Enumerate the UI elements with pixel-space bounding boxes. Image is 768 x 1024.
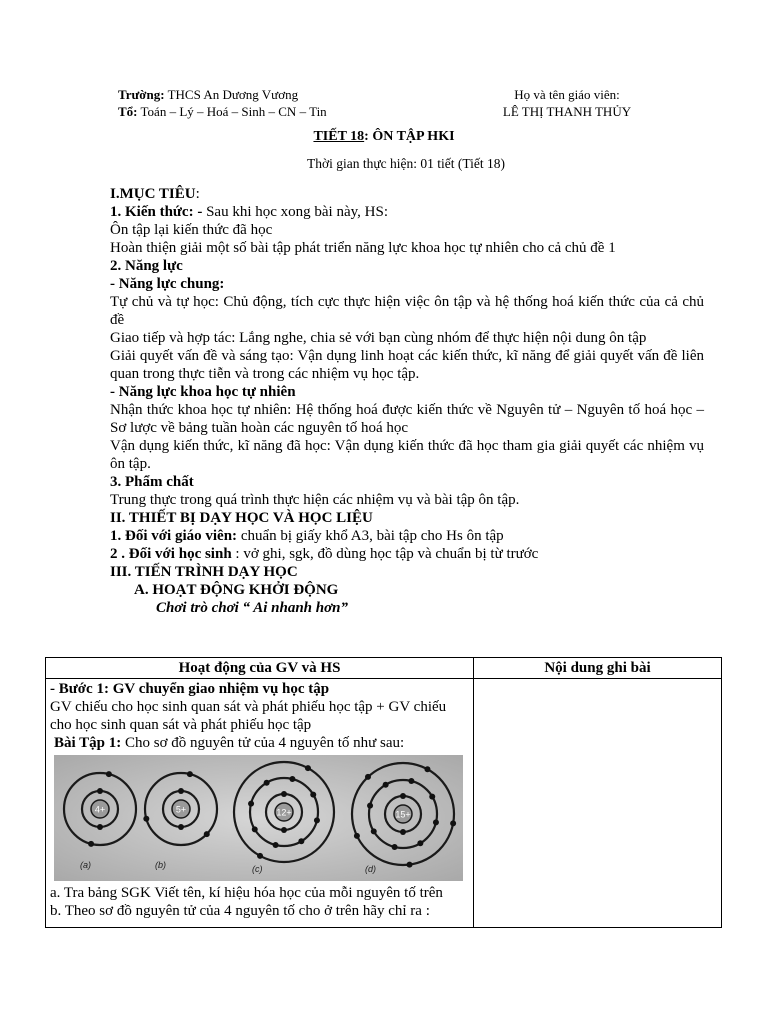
activity-table [45,657,722,928]
quality-1: Trung thực trong quá trình thực hiện các nhiệm vụ và bài tập ôn tập. [110,492,520,508]
teacher-prep-text: chuẩn bị giấy khổ A3, bài tập cho Hs ôn tập [237,528,504,544]
electron-dot [178,788,184,794]
electron-dot [281,791,287,797]
electron-dot [273,842,279,848]
quality-heading: 3. Phẩm chất [110,474,194,490]
nucleus-charge-label: 12+ [276,807,292,818]
electron-dot [310,792,316,798]
table-header-row [46,658,722,679]
header-left [118,86,327,120]
nucleus-charge-label: 4+ [94,804,106,815]
school-label: Trường: [118,87,165,102]
electron-dot [257,853,263,859]
electron-dot [204,831,210,837]
electron-dot [365,774,371,780]
electron-dot [97,824,103,830]
atom-caption: (b) [155,860,166,870]
electron-dot [281,827,287,833]
atom-diagrams-image [54,755,463,881]
knowledge-line-2: Hoàn thiện giải một số bài tập phát triển năng lực khoa học tự nhiên cho cả chủ đề 1 [110,240,616,256]
electron-dot [429,794,435,800]
lesson-number: TIẾT 18 [313,129,365,144]
section-process-heading: III. TIẾN TRÌNH DẠY HỌC [110,564,298,580]
electron-dot [407,862,413,868]
table-header-activity: Hoạt động của GV và HS [46,658,474,679]
electron-dot [88,841,94,847]
exercise-1-text: Cho sơ đồ nguyên tử của 4 nguyên tố như sau: [121,735,405,751]
electron-dot [289,776,295,782]
electron-dot [450,820,456,826]
electron-dot [424,766,430,772]
teacher-name: LÊ THỊ THANH THỦY [502,104,632,119]
school-name: THCS An Dương Vương [167,87,299,102]
teacher-prep-label: 1. Đối với giáo viên: [110,528,238,544]
electron-dot [252,826,258,832]
science-competency-1: Nhận thức khoa học tự nhiên: Hệ thống hoá được kiến thức về Nguyên tử – Nguyên tố hoá học –Sơ lược về bảng tuần hoàn các nguyên tố hoá học [110,402,704,436]
knowledge-line-1: Ôn tập lại kiến thức đã học [110,222,273,238]
electron-dot [433,819,439,825]
electron-dot [392,844,398,850]
electron-dot [400,793,406,799]
electron-dot [178,824,184,830]
question-a: a. Tra bảng SGK Viết tên, kí hiệu hóa học của mỗi nguyên tố trên [50,885,443,901]
electron-dot [187,771,193,777]
lesson-body [110,185,704,617]
teacher-label: Họ và tên giáo viên: [514,87,620,102]
competency-heading: 2. Năng lực [110,258,183,274]
general-competency-3: Giải quyết vấn đề và sáng tạo: Vận dụng linh hoạt các kiến thức, kĩ năng để giải quyết vấn đề liên quan trong thực tiễn và trong các nhiệm vụ học tập. [110,348,704,382]
electron-dot [264,780,270,786]
atom-caption: (d) [365,864,376,874]
electron-dot [97,788,103,794]
electron-dot [367,803,373,809]
notes-cell [474,679,722,928]
electron-dot [314,817,320,823]
lesson-time: Thời gian thực hiện: 01 tiết (Tiết 18) [306,156,506,171]
general-competency-1: Tự chủ và tự học: Chủ động, tích cực thực hiện việc ôn tập và hệ thống hoá kiến thức của cả chủ đề [110,294,704,328]
electron-dot [371,828,377,834]
section-objectives-heading: I.MỤC TIÊU [110,186,196,202]
atom-caption: (a) [80,860,91,870]
game-title: Chơi trò chơi “ Ai nhanh hơn” [156,600,349,616]
science-competency-2: Vận dụng kiến thức, kĩ năng đã học: Vận dụng kiến thức đã học tham gia giải quyết các nhiệm vụ ôn tập. [110,438,704,472]
heading-colon: : [195,186,200,202]
lesson-title [0,129,768,145]
warmup-heading: A. HOẠT ĐỘNG KHỞI ĐỘNG [134,582,339,598]
question-b: b. Theo sơ đồ nguyên tử của 4 nguyên tố cho ở trên hãy chỉ ra : [50,903,430,919]
atom-caption: (c) [252,864,263,874]
electron-dot [305,765,311,771]
knowledge-text: Sau khi học xong bài này, HS: [202,204,389,220]
header-right [486,86,648,120]
electron-dot [106,771,112,777]
general-competency-2: Giao tiếp và hợp tác: Lắng nghe, chia sẻ với bạn cùng nhóm để thực hiện nội dung ôn tập [110,330,647,346]
electron-dot [408,778,414,784]
lesson-name: : ÔN TẬP HKI [364,129,455,144]
exercise-1-label: Bài Tập 1: [54,735,122,751]
electron-dot [354,833,360,839]
table-row [46,679,722,928]
activity-cell [46,679,474,928]
electron-dot [298,838,304,844]
step-1-heading: - Bước 1: GV chuyển giao nhiệm vụ học tập [50,681,330,697]
general-competency-heading: - Năng lực chung: [110,276,225,292]
electron-dot [143,816,149,822]
electron-dot [400,829,406,835]
group-name: Toán – Lý – Hoá – Sinh – CN – Tin [140,104,327,119]
electron-dot [417,840,423,846]
table-header-notes: Nội dung ghi bài [474,658,722,679]
group-label: Tổ: [118,104,138,119]
electron-dot [383,782,389,788]
science-competency-heading: - Năng lực khoa học tự nhiên [110,384,296,400]
student-prep-label: 2 . Đối với học sinh [110,546,232,562]
electron-dot [248,801,254,807]
student-prep-text: : vở ghi, sgk, đồ dùng học tập và chuẩn bị từ trước [231,546,539,562]
knowledge-label: 1. Kiến thức: - [110,204,203,220]
step-1-text: GV chiếu cho học sinh quan sát và phát phiếu học tập + GV chiếu cho học sinh quan sát và phát phiếu học tập [50,699,447,733]
section-equipment-heading: II. THIẾT BỊ DẠY HỌC VÀ HỌC LIỆU [110,510,373,526]
nucleus-charge-label: 5+ [175,804,187,815]
nucleus-charge-label: 15+ [395,809,411,820]
